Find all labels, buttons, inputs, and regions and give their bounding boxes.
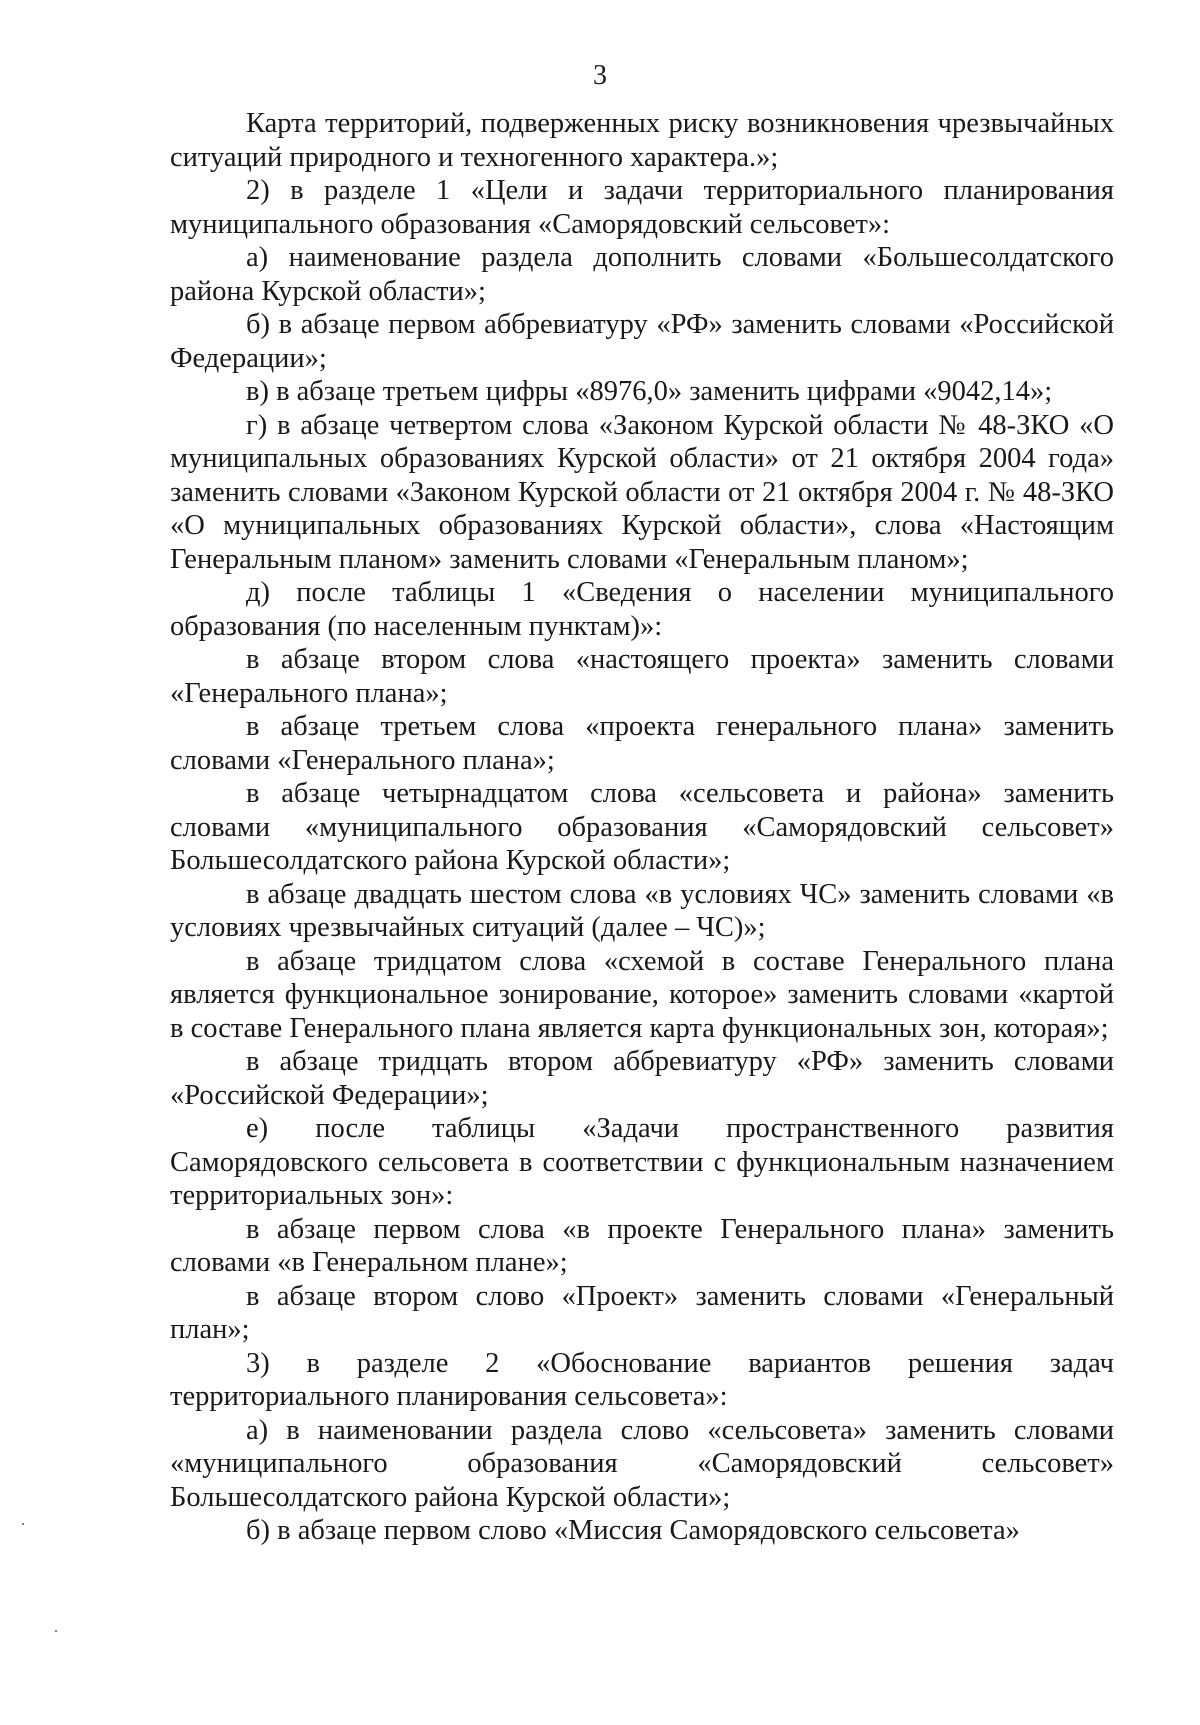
paragraph: в абзаце втором слова «настоящего проекта» заменить словами «Генерального плана»; [170,644,1114,709]
paragraph: 3) в разделе 2 «Обоснование вариантов решения задач территориального планирования сельсовета»: [170,1347,1114,1412]
paragraph: в абзаце двадцать шестом слова «в условиях ЧС» заменить словами «в условиях чрезвычайных ситуаций (далее – ЧС)»; [170,878,1114,943]
paragraph: а) наименование раздела дополнить словами «Большесолдатского района Курской области»; [170,242,1114,307]
paragraph: 2) в разделе 1 «Цели и задачи территориального планирования муниципального образования «Саморядовский сельсовет»: [170,175,1114,240]
paragraph: б) в абзаце первом аббревиатуру «РФ» заменить словами «Российской Федерации»; [170,309,1114,374]
paragraph: в абзаце втором слово «Проект» заменить словами «Генеральный план»; [170,1280,1114,1345]
paragraph: е) после таблицы «Задачи пространственного развития Саморядовского сельсовета в соответствии с функциональным назначением территориальных зон»: [170,1113,1114,1211]
paragraph: д) после таблицы 1 «Сведения о населении муниципального образования (по населенным пунктам)»: [170,577,1114,642]
paragraph: Карта территорий, подверженных риску возникновения чрезвычайных ситуаций природного и техногенного характера.»; [170,108,1114,173]
paragraph: в) в абзаце третьем цифры «8976,0» заменить цифрами «9042,14»; [246,376,1053,407]
paragraph: г) в абзаце четвертом слова «Законом Курской области № 48-ЗКО «О муниципальных образованиях Курской области» от 21 октября 2004 года» заменить словами «Законом Курской области от 21 октября 2004 г. № 48-ЗКО «О муниципальных образованиях Курской области», слова «Настоящим Генеральным планом» заменить словами «Генеральным планом»; [170,409,1114,575]
paragraph: в абзаце первом слова «в проекте Генерального плана» заменить словами «в Генеральном плане»; [170,1213,1114,1278]
scan-speck [22,1523,24,1525]
paragraph: в абзаце тридцатом слова «схемой в составе Генерального плана является функциональное зонирование, которое» заменить словами «картой в составе Генерального плана является карта функциональных зон, которая»; [170,945,1114,1044]
paragraph: в абзаце третьем слова «проекта генерального плана» заменить словами «Генерального плана»; [170,711,1114,776]
paragraph: а) в наименовании раздела слово «сельсовета» заменить словами «муниципального образования «Саморядовский сельсовет» Большесолдатского района Курской области»; [170,1414,1114,1513]
page-number: 3 [593,60,607,91]
paragraph: в абзаце тридцать втором аббревиатуру «РФ» заменить словами «Российской Федерации»; [170,1046,1114,1111]
document-body [170,107,1114,1548]
paragraph: б) в абзаце первом слово «Миссия Саморядовского сельсовета» [246,1515,1020,1546]
scan-speck [55,1630,57,1632]
paragraph: в абзаце четырнадцатом слова «сельсовета и района» заменить словами «муниципального образования «Саморядовский сельсовет» Большесолдатского района Курской области»; [170,778,1114,876]
